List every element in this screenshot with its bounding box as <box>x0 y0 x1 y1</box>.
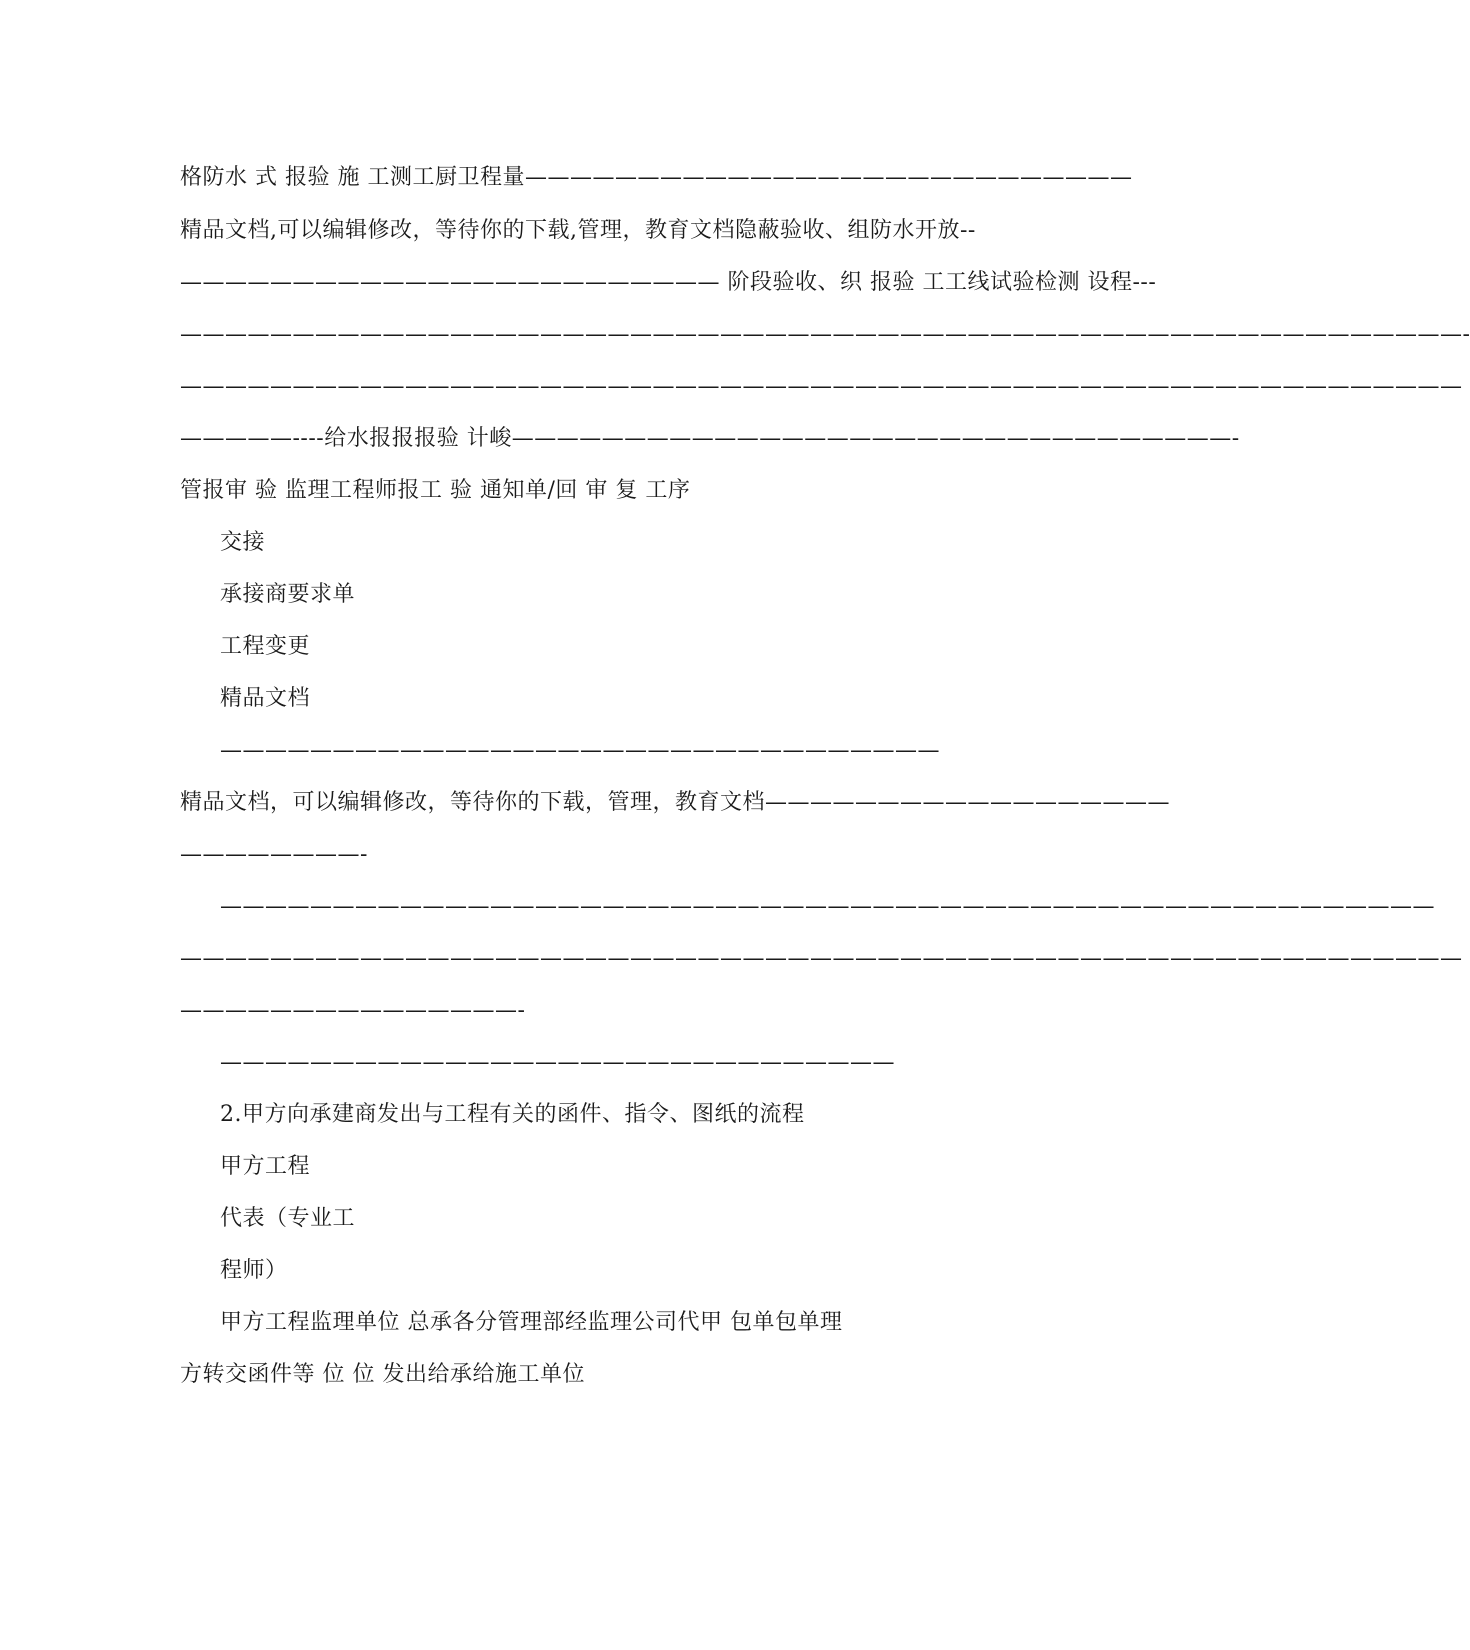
text-line: 程师） <box>220 1258 288 1283</box>
text-line: ———————————————————————————————— <box>220 738 940 763</box>
text-line: 工程变更 <box>220 634 311 659</box>
text-line: 精品文档，可以编辑修改，等待你的下载，管理，教育文档—————————————————— <box>180 790 1171 815</box>
text-line: 格防水 式 报验 施 工测工厨卫程量——————————————————————————— <box>180 165 1133 190</box>
text-line: 代表（专业工 <box>220 1206 356 1231</box>
text-line: ———————————————————————— 阶段验收、织 报验 工工线试验检测 设程--- <box>180 270 1157 295</box>
text-line: 方转交函件等 位 位 发出给承给施工单位 <box>180 1362 585 1387</box>
text-line: —————————————————————————————— <box>220 1050 895 1075</box>
text-line: 甲方工程 <box>220 1154 311 1179</box>
text-line: —————————————————————————————————————————————————————— <box>220 894 1435 919</box>
text-line: 交接 <box>220 530 266 555</box>
text-line: —————————————————————————————————————————————————————————- <box>180 322 1470 347</box>
text-line: 甲方工程监理单位 总承各分管理部经监理公司代甲 包单包单理 <box>220 1310 843 1335</box>
text-line: ————————————————————————————————————————————————————————— <box>180 946 1463 971</box>
text-line: 管报审 验 监理工程师报工 验 通知单/回 审 复 工序 <box>180 478 691 503</box>
text-line: 精品文档,可以编辑修改，等待你的下载,管理，教育文档隐蔽验收、组防水开放-- <box>180 218 976 243</box>
text-line: ————————————————————————————————————————————————————————— <box>180 374 1463 399</box>
text-line: 精品文档 <box>220 686 311 711</box>
text-line: 2.甲方向承建商发出与工程有关的函件、指令、图纸的流程 <box>220 1102 805 1127</box>
text-line: —————----给水报报报验 计峻————————————————————————————————- <box>180 426 1240 451</box>
text-line: ————————- <box>180 842 368 867</box>
text-line: ———————————————- <box>180 998 526 1023</box>
text-line: 承接商要求单 <box>220 582 356 607</box>
